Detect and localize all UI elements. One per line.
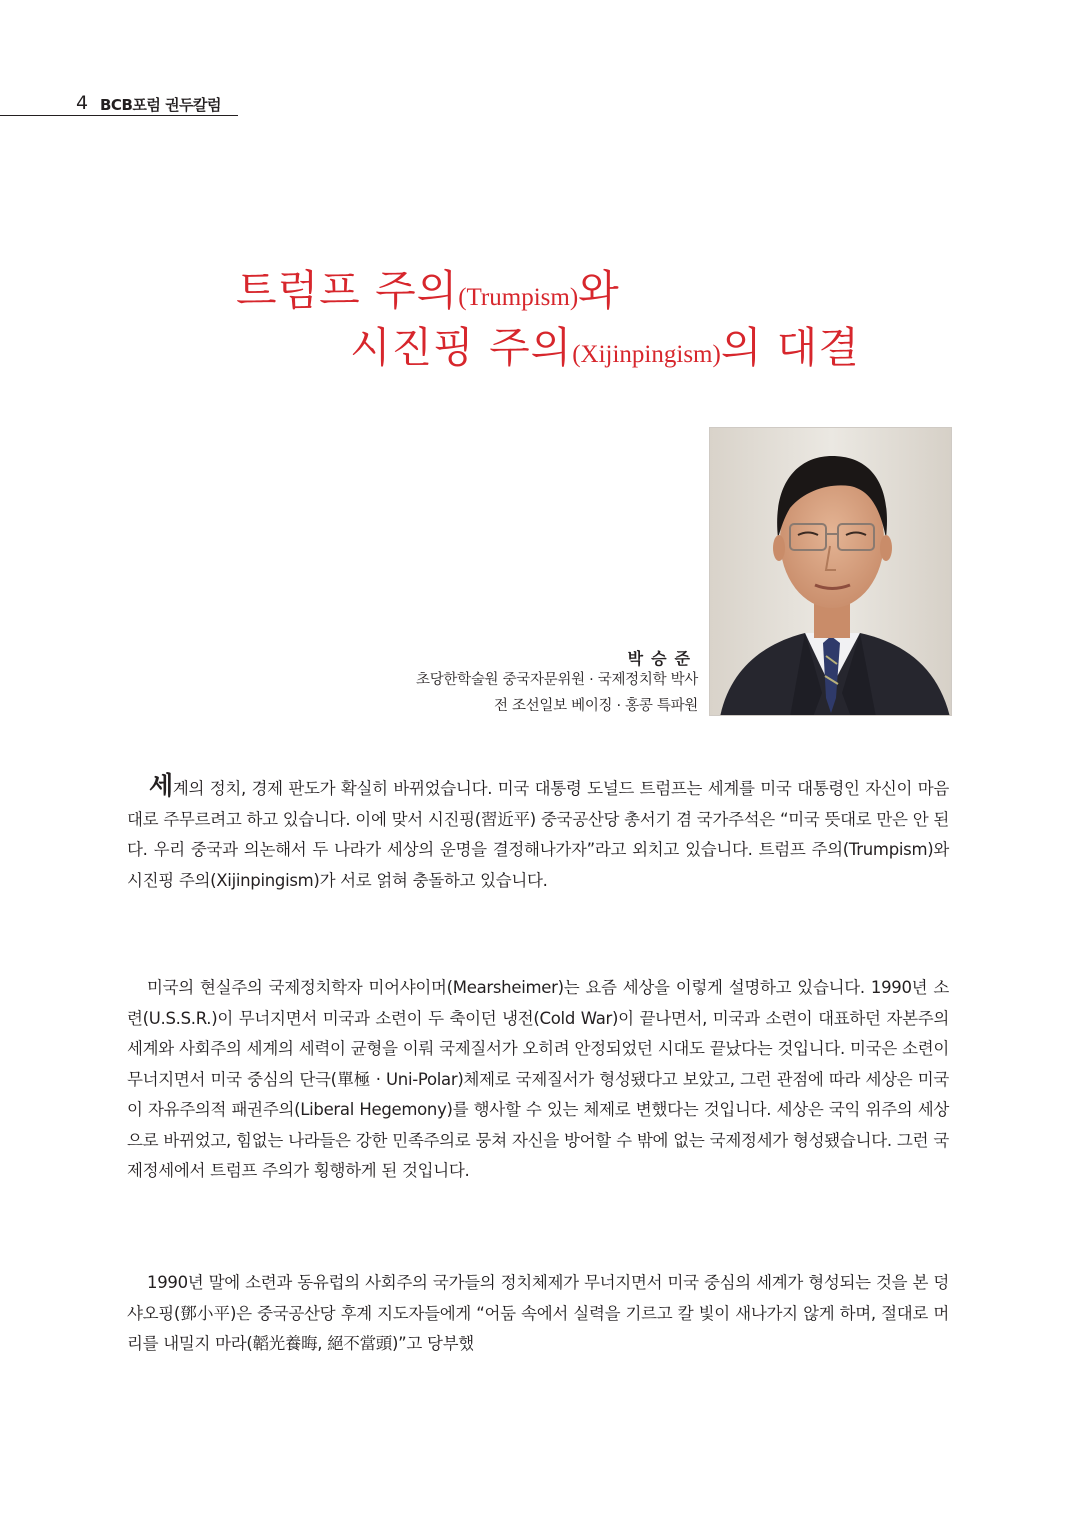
author-affiliation-1: 초당한학술원 중국자문위원 · 국제정치학 박사	[416, 672, 698, 688]
article-title-line-1	[236, 258, 620, 318]
article-title-line-2	[350, 315, 860, 375]
article-paragraph-2: 미국의 현실주의 국제정치학자 미어샤이머(Mearsheimer)는 요즘 세상을 이렇게 설명하고 있습니다. 1990년 소련(U.S.S.R.)이 무너지면서 미국과 소련이 두 축이던 냉전(Cold War)이 끝나면서, 미국과 소련이 대표하던 자본주의 세계와 사회주의 세계의 세력이 균형을 이뤄 국제질서가 오히려 안정되었던 시대도 끝났다는 것입니다. 미국은 소련이 무너지면서 미국 중심의 단극(單極 · Uni-Polar)체제로 국제질서가 형성됐다고 보았고, 그런 관점에 따라 세상은 미국이 자유주의적 패권주의(Liberal Hegemony)를 행사할 수 있는 체제로 변했다는 것입니다. 세상은 국익 위주의 세상으로 바뀌었고, 힘없는 나라들은 강한 민족주의로 뭉쳐 자신을 방어할 수 밖에 없는 국제정세가 형성됐습니다. 그런 국제정세에서 트럼프 주의가 횡행하게 된 것입니다.	[127, 978, 949, 1180]
page-header	[0, 86, 238, 116]
header-rule	[0, 115, 238, 116]
portrait-illustration	[710, 428, 952, 716]
article-paragraph-1	[127, 771, 949, 896]
section-name: BCB포럼 권두칼럼	[100, 96, 222, 114]
article-paragraph-3: 1990년 말에 소련과 동유럽의 사회주의 국가들의 정치체제가 무너지면서 미국 중심의 세계가 형성되는 것을 본 덩샤오핑(鄧小平)은 중국공산당 후계 지도자들에게 “어둠 속에서 실력을 기르고 칼 빛이 새나가지 않게 하며, 절대로 머리를 내밀지 마라(韜光養晦, 絕不當頭)”고 당부했	[127, 1273, 949, 1353]
title-line2-end: 의 대결	[720, 323, 860, 372]
title-line2-korean: 시진핑 주의	[350, 323, 573, 372]
author-portrait	[709, 427, 952, 716]
title-line1-latin: (Trumpism)	[458, 284, 579, 311]
title-line1-end: 와	[578, 266, 620, 315]
author-affiliation-2: 전 조선일보 베이징 · 홍콩 특파원	[493, 698, 698, 714]
title-line2-latin: (Xijinpingism)	[572, 341, 721, 368]
page-number: 4	[76, 92, 89, 114]
author-name: 박승준	[627, 649, 698, 668]
title-line1-korean: 트럼프 주의	[236, 266, 459, 315]
drop-cap: 세	[149, 771, 173, 800]
paragraph-1-text: 계의 정치, 경제 판도가 확실히 바뀌었습니다. 미국 대통령 도널드 트럼프는 세계를 미국 대통령인 자신이 마음대로 주무르려고 하고 있습니다. 이에 맞서 시진핑(習近平) 중국공산당 총서기 겸 국가주석은 “미국 뜻대로 만은 안 된다. 우리 중국과 의논해서 두 나라가 세상의 운명을 결정해나가자”라고 외치고 있습니다. 트럼프 주의(Trumpism)와 시진핑 주의(Xijinpingism)가 서로 얽혀 충돌하고 있습니다.	[127, 779, 949, 890]
